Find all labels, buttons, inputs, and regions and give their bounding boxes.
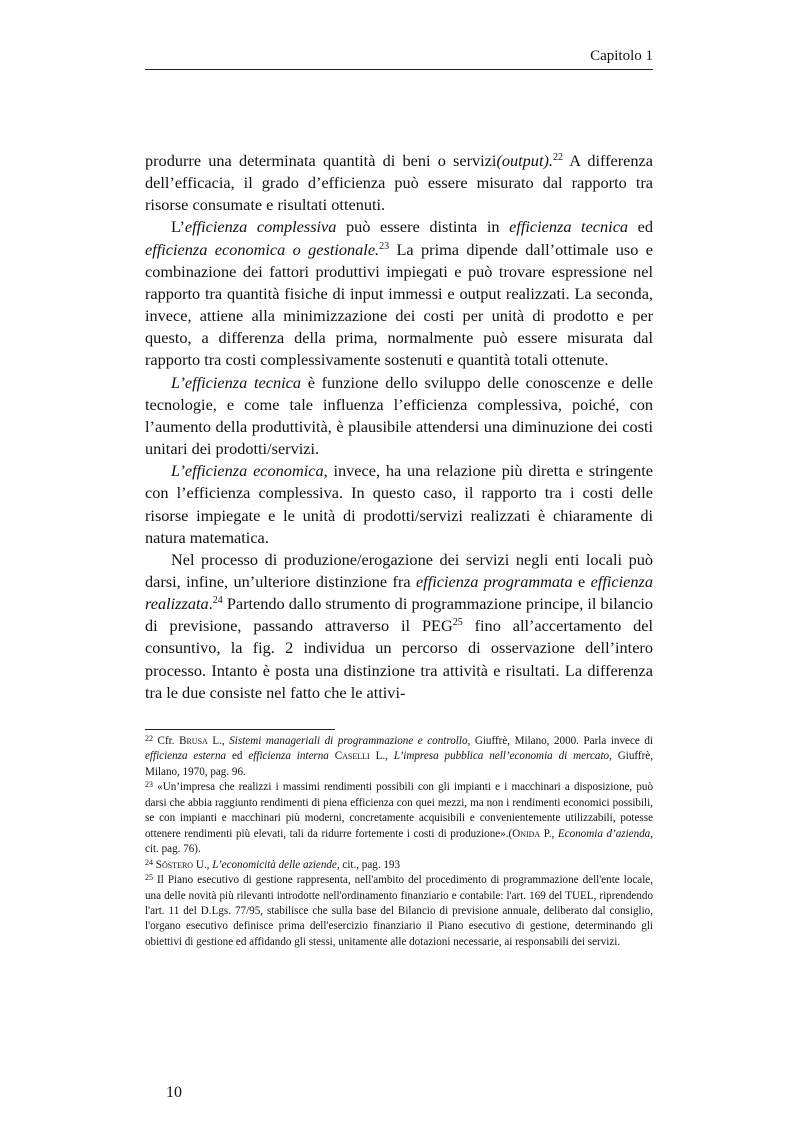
paragraph-1 (145, 150, 653, 216)
italic-term: efficienza complessiva (184, 217, 337, 237)
text: L., (369, 750, 394, 763)
text: , invece, ha una relazione più diretta e stringente con l’efficienza complessiva. In questo caso, il rapporto tra i costi delle risorse impiegate e le unità di prodotti/servizi realizzati è chiaramente di natura matematica. (145, 461, 653, 547)
book-title: L’impresa pubblica nell’economia di mercato (393, 750, 610, 763)
book-title: Sistemi manageriali di programmazione e controllo (229, 735, 468, 747)
footnote-23 (145, 780, 653, 857)
text: , Giuffrè, Milano, 1970, pag. 96. (145, 750, 653, 778)
text: P., (540, 827, 558, 840)
body-text (145, 150, 653, 704)
paragraph-4 (145, 460, 653, 549)
footnote-number: 24 (145, 857, 153, 867)
text: L’ (171, 217, 185, 237)
author-name: Caselli (334, 750, 370, 763)
text: , cit. pag. 76). (145, 827, 653, 856)
italic-term: efficienza esterna (145, 750, 227, 763)
text: Nel processo di produzione/erogazione dei servizi negli enti locali può darsi, infine, un’ulteriore distinzione fra (145, 549, 653, 591)
footnote-25 (145, 873, 653, 950)
text: A differenza dell’efficacia, il grado d’efficienza può essere misurato dal rapporto tra risorse consumate e risultati ottenuti. (145, 151, 653, 215)
italic-term: efficienza tecnica (509, 217, 629, 237)
italic-term: L’efficienza economica (171, 461, 324, 481)
text: U., (193, 858, 213, 871)
footnote-ref-25[interactable]: 25 (452, 617, 463, 629)
footnote-number: 23 (145, 780, 153, 790)
footnote-number: 25 (145, 873, 153, 883)
footnote-number: 22 (145, 734, 153, 743)
footnotes (145, 734, 653, 950)
book-title: Economia d’azienda (557, 827, 651, 840)
text: produrre una determinata quantità di beni o servizi (145, 151, 497, 170)
footnote-ref-24[interactable]: 24 (212, 595, 223, 607)
text: L., (207, 735, 230, 747)
author-name: Söstero (155, 858, 194, 871)
text: Il Piano esecutivo di gestione rappresenta, nell'ambito del procedimento di programmazione dell'ente locale, una delle novità più rilevanti introdotte nell'ordinamento finanziario e contabile: l'art. 169 del TUEL, riprendendo l'art. 11 del D.Lgs. 77/95, stabilisce che sulla base del Bilancio di previsione annuale, deliberato dal consiglio, l'organo esecutivo definisce prima dell'esercizio finanziario il Piano esecutivo di gestione, determinando gli obiettivi di gestione ed affidando gli stessi, unitamente alle dotazioni necessarie, ai responsabili dei servizi. (145, 874, 653, 948)
italic-term: efficienza programmata (415, 571, 573, 591)
chapter-title: Capitolo 1 (590, 48, 653, 64)
italic-term: efficienza economica o gestionale. (145, 239, 380, 259)
italic-term: efficienza interna (248, 750, 329, 763)
text: La prima dipende dall’ottimale uso e combinazione dei fattori produttivi impiegati e può trovare espressione nel rapporto tra quantità fisiche di input immessi e output realizzati. La seconda, invece, attiene alla minimizzazione dei costi per unità di prodotto e per questo, a differenza della prima, normalmente può essere misurata dal rapporto tra costi complessivamente sostenuti e quantità totali ottenute. (145, 239, 653, 370)
running-head (145, 48, 653, 65)
header-rule (145, 69, 653, 70)
footnote-ref-22[interactable]: 22 (552, 152, 563, 163)
text: ed (628, 217, 654, 237)
italic-term: L’efficienza tecnica (171, 372, 301, 392)
paragraph-5 (145, 549, 653, 704)
text: ed (226, 750, 249, 763)
text: fino all’accertamento del consuntivo, la fig. 2 individua un percorso di osservazione dell’intero processo. Intanto è posta una distinzione tra attività e risultati. La differenza tra le due consiste nel fatto che le attivi- (145, 616, 653, 702)
text: cit., pag. 193 (339, 858, 401, 871)
text: . (208, 594, 213, 614)
text: e (572, 571, 591, 591)
text: Cfr. (153, 735, 180, 747)
footnote-rule (145, 729, 335, 730)
text: Partendo dallo strumento di programmazione principe, il bilancio di previsione, passando attraverso il PEG (145, 594, 653, 636)
footnote-22 (145, 734, 653, 780)
page-number: 10 (166, 1084, 182, 1101)
book-title: L’economicità delle aziende, (212, 858, 340, 871)
footnote-ref-23[interactable]: 23 (379, 240, 390, 252)
author-name: Onida (512, 827, 541, 840)
text: può essere distinta in (336, 217, 510, 237)
paragraph-3 (145, 372, 653, 461)
italic-term: (output). (496, 151, 553, 170)
text: «Un’impresa che realizzi i massimi rendimenti possibili con gli impianti e i macchinari a disposizione, può darsi che abbia raggiunto rendimenti di piena efficienza con quei mezzi, ma non i rendimenti economici possibili, se con impianti e macchinari più moderni, concretamente acquisibili e convenientemente utilizzabili, potesse ottenere rendimenti più elevati, tali da ridurre fortemente i costi di produzione».( (145, 781, 653, 840)
italic-term: efficienza realizzata (145, 571, 653, 614)
footnote-24 (145, 858, 653, 873)
paragraph-2 (145, 216, 653, 371)
text: , Giuffrè, Milano, 2000. Parla invece di (467, 735, 653, 747)
text: è funzione dello sviluppo delle conoscenze e delle tecnologie, e come tale influenza l’efficienza complessiva, poiché, con l’aumento della produttività, è plausibile attendersi una diminuzione dei costi unitari dei prodotti/servizi. (145, 372, 653, 459)
author-name: Brusa (179, 735, 208, 747)
